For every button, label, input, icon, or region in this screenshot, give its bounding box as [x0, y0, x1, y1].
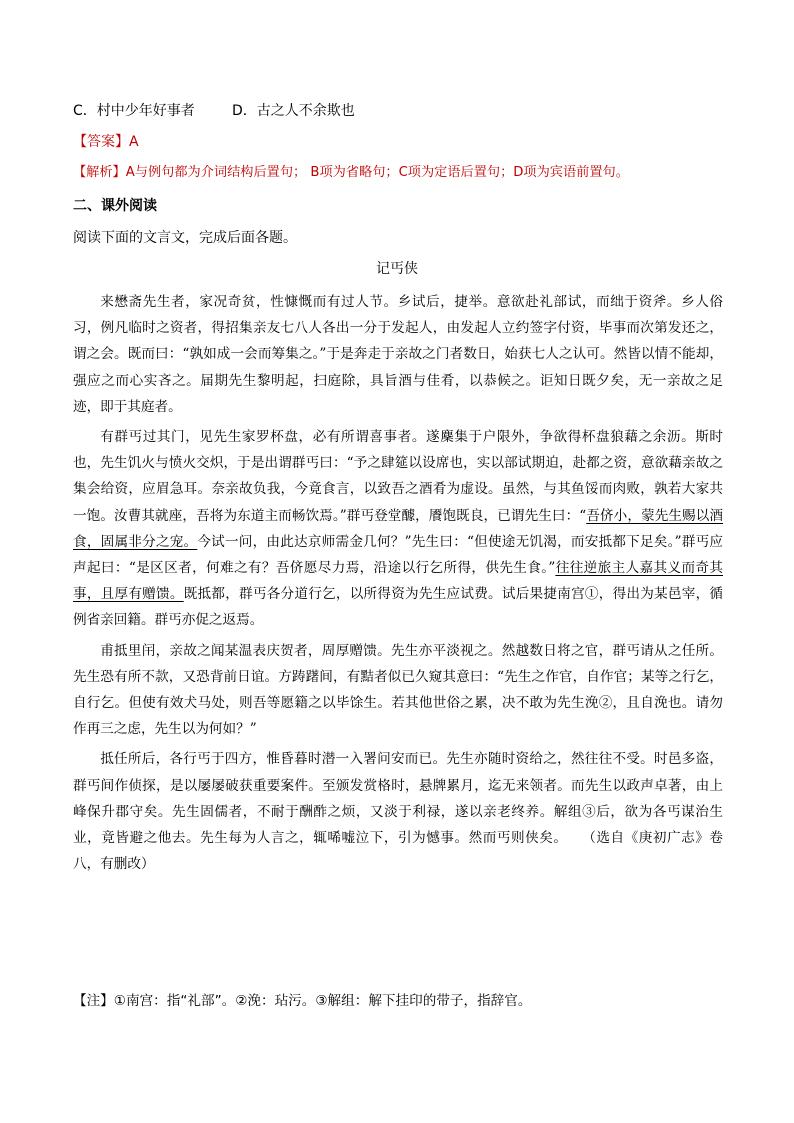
option-d: D．古之人不余欺也 — [232, 103, 355, 119]
option-c: C．村中少年好事者 — [73, 103, 195, 119]
question-options — [73, 101, 724, 121]
passage-paragraph-3: 甫抵里闬，亲故之闻某温表庆贺者，周厚赠馈。先生亦平淡视之。然越数日将之官，群丐请从之任所。先生恐有所不款，又恐背前日谊。方踌躇间，有黠者似已久窥其意曰：“先生之作官，自作官；某等之行乞，自行乞。但使有效犬马处，则吾等愿籍之以毕馀生。若其他世俗之累，决不敢为先生浼②，且自浼也。请勿作再三之虑，先生以为何如？” — [73, 642, 723, 738]
paragraph-2-text-a: 有群丐过其门，见先生家罗杯盘，必有所谓喜事者。遂麇集于户限外，争欲得杯盘狼藉之余沥。斯时也，先生饥火与愤火交炽，于是出谓群丐曰：“予之肆筵以设席也，实以部试期迫，赴都之资，意欲藉亲故之集会给资，应眉急耳。奈亲故负我，今竟食言，以致吾之酒肴为虚设。虽然，与其鱼馁而肉败，孰若大家共一饱。汝曹其就座，吾将为东道主而畅饮焉。”群丐登堂醵，餍饱既良，已谓先生曰：“ — [73, 429, 723, 524]
answer-line — [73, 132, 724, 152]
analysis-line — [73, 163, 724, 183]
answer-label: 【答案】 — [73, 134, 129, 150]
analysis-text: A与例句都为介词结构后置句； B项为省略句；C项为定语后置句；D项为宾语前置句。 — [125, 165, 629, 180]
section-title: 二、课外阅读 — [73, 198, 157, 214]
paragraph-2-text-c: 既抵都，群丐各分道行乞，以所得资为先生应试费。试后果捷南宫①，得出为某邑宰，循例省亲回籍。群丐亦促之返焉。 — [73, 586, 724, 629]
underlined-sentence-1: 吾侪小，蒙先生赐以酒食，固属非分之宠。 — [73, 507, 724, 550]
passage-paragraph-1: 来懋斋先生者，家况奇贫，性慷慨而有过人节。乡试后，捷举。意欲赴礼部试，而绌于资斧。乡人俗习，例凡临时之资者，得招集亲友七八人各出一分于发起人，由发起人立约签字付资，毕事而次第发还之，谓之会。既而曰：“孰如成一会而筹集之。”于是奔走于亲故之门者数日，始获七人之认可。然皆以情不能却，强应之而心实吝之。届期先生黎明起，扫庭除，具旨酒与佳肴，以恭候之。讵知日既夕矣，无一亲故之足迹，即于其庭者。 — [73, 294, 723, 415]
answer-value: A — [129, 134, 139, 150]
passage-paragraph-2 — [73, 424, 723, 634]
underlined-sentence-2: 往往逆旅主人嘉其义而奇其事，且厚有赠馈。 — [73, 560, 723, 603]
paragraph-2-text-b: 今试一问，由此达京师需金几何？”先生曰：“但使途无饥渴，而安抵都下足矣。”群丐应声起曰：“是区区者，何难之有？吾侪愿尽力焉，沿途以行乞所得，供先生食。” — [73, 533, 724, 577]
passage-body — [73, 289, 723, 877]
passage-paragraph-4: 抵任所后，各行丐于四方，惟昏暮时潜一入署问安而已。先生亦随时资给之，然往往不受。时邑多盗，群丐间作侦探，是以屡屡破获重要案件。至颁发赏格时，悬牌累月，迄无来领者。而先生以政声卓著，由上峰保升郡守矣。先生固儒者，不耐于酬酢之烦，又淡于利禄，遂以亲老终养。解组③后，欲为各丐谋治生业，竟皆避之他去。先生每为人言之，辄唏嘘泣下，引为憾事。然而丐则侠矣。 （选自《庚初广志》卷八，有删改） — [73, 751, 723, 873]
footnote: 【注】①南宫：指“礼部”。②浼：玷污。③解组：解下挂印的带子，指辞官。 — [73, 993, 532, 1009]
reading-instruction: 阅读下面的文言文，完成后面各题。 — [73, 230, 297, 246]
analysis-label: 【解析】 — [73, 165, 126, 180]
passage-title: 记丐侠 — [376, 261, 418, 277]
